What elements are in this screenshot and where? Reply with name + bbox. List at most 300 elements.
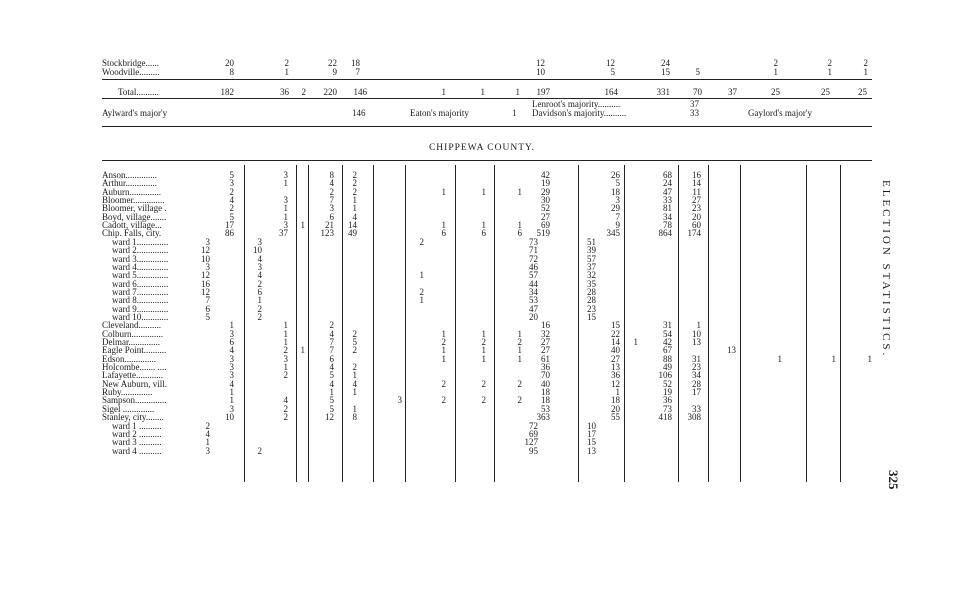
cell: 18 [541,387,550,398]
cell: 7 [615,211,620,222]
cell: 95 [529,445,538,456]
cell: 19 [663,387,672,398]
cell: 9 [615,220,620,231]
cell: 2 [283,345,288,356]
cell: 6 [441,228,446,239]
cell: 3 [205,445,210,456]
cell: 15 [611,320,620,331]
cell: 40 [541,378,550,389]
cell: 1 [283,178,288,189]
cell: 1 [515,87,520,97]
cell: 3 [229,353,234,364]
cell: 2 [517,395,522,406]
cell: 1 [283,320,288,331]
cell: 52 [541,203,550,214]
cell: 24 [661,58,670,68]
column-rule [405,165,406,482]
row-label: ward 4 .......... [112,445,162,456]
cell: 3 [397,395,402,406]
cell: 20 [611,403,620,414]
cell: 864 [658,228,672,239]
cell: 47 [529,303,538,314]
cell: 1 [831,353,836,364]
cell: 16 [692,170,701,180]
row-label: Chip. Falls, city. [102,228,162,239]
cell: 1 [441,186,446,197]
cell: 2 [863,58,868,68]
cell: 1 [517,345,522,356]
cell: 3 [229,362,234,373]
cell: 1 [633,337,638,347]
rule [102,126,872,127]
gaylord-majority-label: Gaylord's major'y [748,108,812,118]
cell: 14 [611,337,620,347]
column-rule [840,165,841,482]
cell: 3 [229,370,234,381]
cell: 15 [587,311,596,322]
row-label: Eagle Point.......... [102,345,167,356]
cell: 6 [517,228,522,239]
row-label: ward 9.............. [112,303,169,314]
cell: 1 [205,437,210,448]
cell: 25 [771,87,780,97]
column-rule [244,165,245,482]
cell: 51 [587,236,596,247]
cell: 61 [541,353,550,364]
cell: 2 [352,362,357,373]
cell: 23 [587,303,596,314]
cell: 72 [529,420,538,431]
cell: 10 [253,245,262,256]
cell: 36 [663,395,672,406]
cell: 8 [329,170,334,180]
row-label: Ruby.............. [102,387,153,398]
cell: 8 [352,412,357,423]
aylward-majority-label: Aylward's major'y [102,108,168,118]
page-number: 325 [886,470,901,490]
cell: 33 [692,403,701,414]
county-title: CHIPPEWA COUNTY. [428,143,536,153]
cell: 6 [257,286,262,297]
cell: 3 [283,195,288,206]
column-rule [342,165,343,482]
cell: 6 [205,303,210,314]
cell: 3 [257,261,262,272]
cell: 2 [481,337,486,347]
rule [102,160,872,161]
cell: 220 [323,87,337,97]
cell: 1 [441,353,446,364]
cell: 49 [663,362,672,373]
cell: 18 [351,58,360,68]
cell: 8 [229,67,234,77]
row-label: Colburn.............. [102,328,164,339]
cell: 4 [257,270,262,281]
cell: 15 [587,437,596,448]
cell: 19 [541,178,550,189]
cell: 519 [536,228,550,239]
cell: 1 [300,220,305,231]
row-label: ward 7.............. [112,286,169,297]
cell: 308 [687,412,701,423]
cell: 1 [777,353,782,364]
cell: 17 [225,220,234,231]
cell: 12 [611,378,620,389]
cell: 4 [329,362,334,373]
cell: 12 [201,270,210,281]
cell: 1 [283,328,288,339]
cell: 68 [663,170,672,180]
cell: 4 [352,211,357,222]
cell: 2 [257,278,262,289]
cell: 32 [541,328,550,339]
cell: 27 [611,353,620,364]
cell: 3 [229,403,234,414]
cell: 22 [328,58,337,68]
cell: 7 [355,67,360,77]
cell: 1 [481,328,486,339]
row-label: ward 6.............. [112,278,169,289]
cell: 10 [225,412,234,423]
cell: 5 [329,395,334,406]
cell: 1 [867,353,872,364]
cell: 28 [587,286,596,297]
row-label: Anson.............. [102,170,158,180]
cell: 4 [283,395,288,406]
cell: 1 [419,295,424,306]
cell: 197 [536,87,550,97]
rule [102,79,872,80]
cell: 71 [529,245,538,256]
cell: 34 [692,370,701,381]
cell: 1 [419,270,424,281]
row-label: Arthur.............. [102,178,157,189]
cell: 3 [229,328,234,339]
cell: 4 [229,378,234,389]
cell: 35 [587,278,596,289]
cell: 18 [611,395,620,406]
cell: 36 [280,87,289,97]
lenroot-majority-label: Lenroot's majority.......... [532,99,621,109]
row-label: Boyd, village....... [102,211,167,222]
cell: 16 [541,320,550,331]
cell: 1 [517,220,522,231]
cell: 2 [481,378,486,389]
cell: 1 [300,345,305,356]
cell: 4 [329,178,334,189]
cell: 73 [529,236,538,247]
cell: 5 [229,170,234,180]
cell: 1 [352,203,357,214]
cell: 5 [695,67,700,77]
cell: 26 [611,170,620,180]
cell: 72 [529,253,538,264]
row-label: ward 3 .......... [112,437,162,448]
row-label: ward 4.............. [112,261,169,272]
cell: 13 [587,445,596,456]
cell: 2 [352,186,357,197]
cell: 5 [352,337,357,347]
cell: 1 [283,337,288,347]
cell: 13 [611,362,620,373]
cell: 21 [325,220,334,231]
cell: 5 [329,403,334,414]
cell: 2 [283,412,288,423]
cell: 34 [663,211,672,222]
cell: 42 [663,337,672,347]
cell: 7 [205,295,210,306]
cell: 4 [205,428,210,439]
column-rule [806,165,807,482]
cell: 7 [329,337,334,347]
eaton-majority-value: 1 [512,108,517,118]
cell: 2 [229,203,234,214]
cell: 20 [692,211,701,222]
cell: 20 [225,58,234,68]
cell: 127 [524,437,538,448]
column-rule [740,165,741,482]
cell: 146 [353,87,367,97]
cell: 15 [661,67,670,77]
cell: 24 [663,178,672,189]
cell: 2 [283,370,288,381]
cell: 60 [692,220,701,231]
cell: 1 [481,353,486,364]
cell: 1 [283,203,288,214]
row-label: New Auburn, vill. [102,378,167,389]
cell: 69 [529,428,538,439]
cell: 1 [352,370,357,381]
cell: 78 [663,220,672,231]
cell: 4 [229,195,234,206]
cell: 36 [541,362,550,373]
cell: 1 [352,387,357,398]
row-label: Sigel .............. [102,403,155,414]
row-label: ward 10............ [112,311,169,322]
cell: 2 [257,311,262,322]
cell: 13 [692,337,701,347]
cell: 40 [611,345,620,356]
cell: 42 [541,170,550,180]
cell: 67 [663,345,672,356]
column-rule [455,165,456,482]
cell: 10 [692,328,701,339]
row-label: Bloomer, village . [102,203,167,214]
cell: 3 [615,195,620,206]
cell: 14 [348,220,357,231]
cell: 4 [352,378,357,389]
cell: 5 [229,211,234,222]
cell: 1 [284,67,289,77]
cell: 7 [329,195,334,206]
cell: 2 [419,286,424,297]
column-rule [308,165,309,482]
cell: 27 [541,211,550,222]
cell: 31 [663,320,672,331]
cell: 33 [663,195,672,206]
cell: 1 [352,403,357,414]
cell: 9 [332,67,337,77]
row-label: ward 8.............. [112,295,169,306]
cell: 363 [536,412,550,423]
row-label: ward 2 .......... [112,428,162,439]
cell: 3 [283,170,288,180]
row-label: Sampson.............. [102,395,167,406]
aylward-majority-value: 146 [352,108,366,118]
cell: 4 [229,345,234,356]
cell: 2 [517,337,522,347]
cell: 5 [205,311,210,322]
cell: 106 [658,370,672,381]
cell: 1 [480,87,485,97]
cell: 70 [541,370,550,381]
row-label: Cadott, village... [102,220,162,231]
cell: 2 [284,58,289,68]
cell: 23 [692,203,701,214]
cell: 86 [225,228,234,239]
cell: 28 [692,378,701,389]
cell: 4 [329,378,334,389]
cell: 2 [352,328,357,339]
cell: 32 [587,270,596,281]
cell: 3 [283,353,288,364]
cell: 36 [611,370,620,381]
cell: 3 [205,261,210,272]
cell: 2 [481,395,486,406]
cell: 12 [606,58,615,68]
cell: 5 [329,370,334,381]
column-rule [708,165,709,482]
cell: 27 [541,345,550,356]
cell: 1 [481,186,486,197]
cell: 31 [692,353,701,364]
cell: 174 [687,228,701,239]
cell: 418 [658,412,672,423]
cell: 1 [329,387,334,398]
cell: 331 [656,87,670,97]
cell: 29 [541,186,550,197]
row-label: Bloomer.............. [102,195,165,206]
eaton-majority-label: Eaton's majority [410,108,469,118]
cell: 20 [529,311,538,322]
cell: 53 [529,295,538,306]
row-label: ward 2.............. [112,245,169,256]
cell: 1 [481,345,486,356]
cell: 2 [773,58,778,68]
cell: 2 [257,303,262,314]
lenroot-majority-value: 37 [690,99,699,109]
cell: 2 [352,178,357,189]
cell: 1 [283,211,288,222]
row-label: ward 3.............. [112,253,169,264]
cell: 1 [615,387,620,398]
cell: 57 [587,253,596,264]
cell: 1 [481,220,486,231]
row-label: ward 1.............. [112,236,169,247]
cell: 4 [257,253,262,264]
cell: 1 [229,395,234,406]
cell: 4 [329,328,334,339]
cell: 10 [587,420,596,431]
cell: 69 [541,220,550,231]
cell: 1 [863,67,868,77]
cell: 37 [279,228,288,239]
cell: 164 [604,87,618,97]
cell: 2 [441,395,446,406]
row-label: Delmar.............. [102,337,160,347]
row-label: Edson.............. [102,353,156,364]
cell: 13 [727,345,736,356]
cell: 46 [529,261,538,272]
cell: 18 [611,186,620,197]
cell: 2 [229,186,234,197]
column-rule [624,165,625,482]
cell: 55 [611,412,620,423]
cell: 1 [257,295,262,306]
column-rule [494,165,495,482]
cell: 11 [692,186,701,197]
row-label: Total.......... [118,87,159,97]
cell: 3 [257,236,262,247]
cell: 3 [205,236,210,247]
row-label: ward 5.............. [112,270,169,281]
cell: 2 [205,420,210,431]
cell: 1 [441,345,446,356]
cell: 182 [220,87,234,97]
davidson-majority-label: Davidson's majority.......... [532,108,627,118]
cell: 57 [529,270,538,281]
cell: 12 [325,412,334,423]
cell: 1 [517,186,522,197]
davidson-majority-value: 33 [690,108,699,118]
cell: 2 [352,170,357,180]
cell: 22 [611,328,620,339]
cell: 1 [517,353,522,364]
row-label: Holcombe....... .... [102,362,167,373]
cell: 10 [201,253,210,264]
row-label: Woodville......... [102,67,160,77]
cell: 7 [329,345,334,356]
cell: 123 [320,228,334,239]
cell: 30 [541,195,550,206]
cell: 3 [229,178,234,189]
cell: 12 [536,58,545,68]
cell: 3 [329,203,334,214]
cell: 37 [728,87,737,97]
cell: 6 [329,353,334,364]
cell: 3 [283,220,288,231]
cell: 2 [441,337,446,347]
cell: 10 [536,67,545,77]
cell: 27 [692,195,701,206]
cell: 1 [773,67,778,77]
cell: 1 [229,387,234,398]
column-rule [578,165,579,482]
cell: 1 [696,320,701,331]
row-label: Lafayette............ [102,370,163,381]
cell: 6 [229,337,234,347]
cell: 1 [229,320,234,331]
rule [102,98,872,99]
cell: 34 [529,286,538,297]
cell: 16 [201,278,210,289]
cell: 17 [587,428,596,439]
cell: 52 [663,378,672,389]
cell: 2 [329,320,334,331]
row-label: Auburn.............. [102,186,161,197]
cell: 1 [441,220,446,231]
cell: 44 [529,278,538,289]
